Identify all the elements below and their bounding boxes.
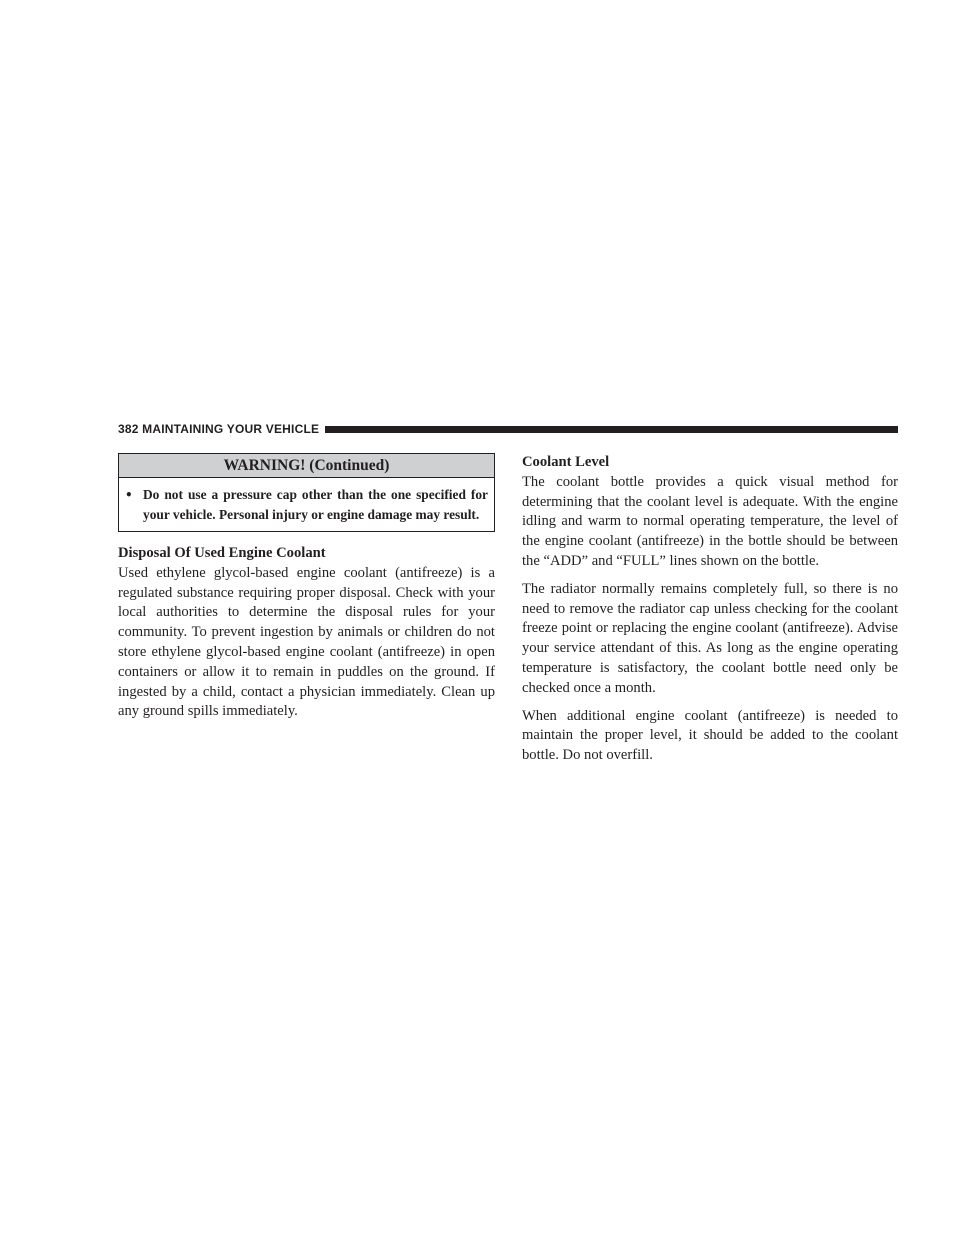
warning-box	[118, 453, 495, 532]
warning-bullet-text: Do not use a pressure cap other than the one specified for your vehicle. Personal injury or engine damage may result.	[143, 487, 488, 522]
bullet-icon: •	[125, 488, 133, 502]
page-number-section-title: 382 MAINTAINING YOUR VEHICLE	[118, 422, 320, 436]
page-header	[118, 421, 898, 437]
warning-title: WARNING! (Continued)	[119, 454, 494, 478]
left-column	[118, 453, 495, 730]
warning-body	[119, 478, 494, 531]
header-rule	[325, 426, 898, 433]
coolant-level-paragraph-3: When additional engine coolant (antifreeze) is needed to maintain the proper level, it should be added to the coolant bottle. Do not overfill.	[522, 707, 898, 764]
coolant-level-heading: Coolant Level	[522, 454, 610, 470]
coolant-level-paragraph-2: The radiator normally remains completely full, so there is no need to remove the radiator cap unless checking for the coolant freeze point or replacing the engine coolant (antifreeze). Advise your service attendant of this. As long as the engine operating temperature is satisfactory, the coolant bottle need only be checked once a month.	[522, 580, 898, 696]
disposal-heading: Disposal Of Used Engine Coolant	[118, 545, 326, 561]
disposal-paragraph: Used ethylene glycol-based engine coolant (antifreeze) is a regulated substance requiring proper disposal. Check with your local authorities to determine the disposal rules for your community. To prevent ingestion by animals or children do not store ethylene glycol-based engine coolant (antifreeze) in open containers or allow it to remain in puddles on the ground. If ingested by a child, contact a physician immediately. Clean up any ground spills immediately.	[118, 564, 495, 720]
coolant-level-paragraph-1: The coolant bottle provides a quick visual method for determining that the coolant level is adequate. With the engine idling and warm to normal operating temperature, the level of the engine coolant (antifreeze) in the bottle should be between the “ADD” and “FULL” lines shown on the bottle.	[522, 473, 898, 569]
right-column	[522, 453, 898, 774]
warning-bullet	[125, 485, 488, 525]
